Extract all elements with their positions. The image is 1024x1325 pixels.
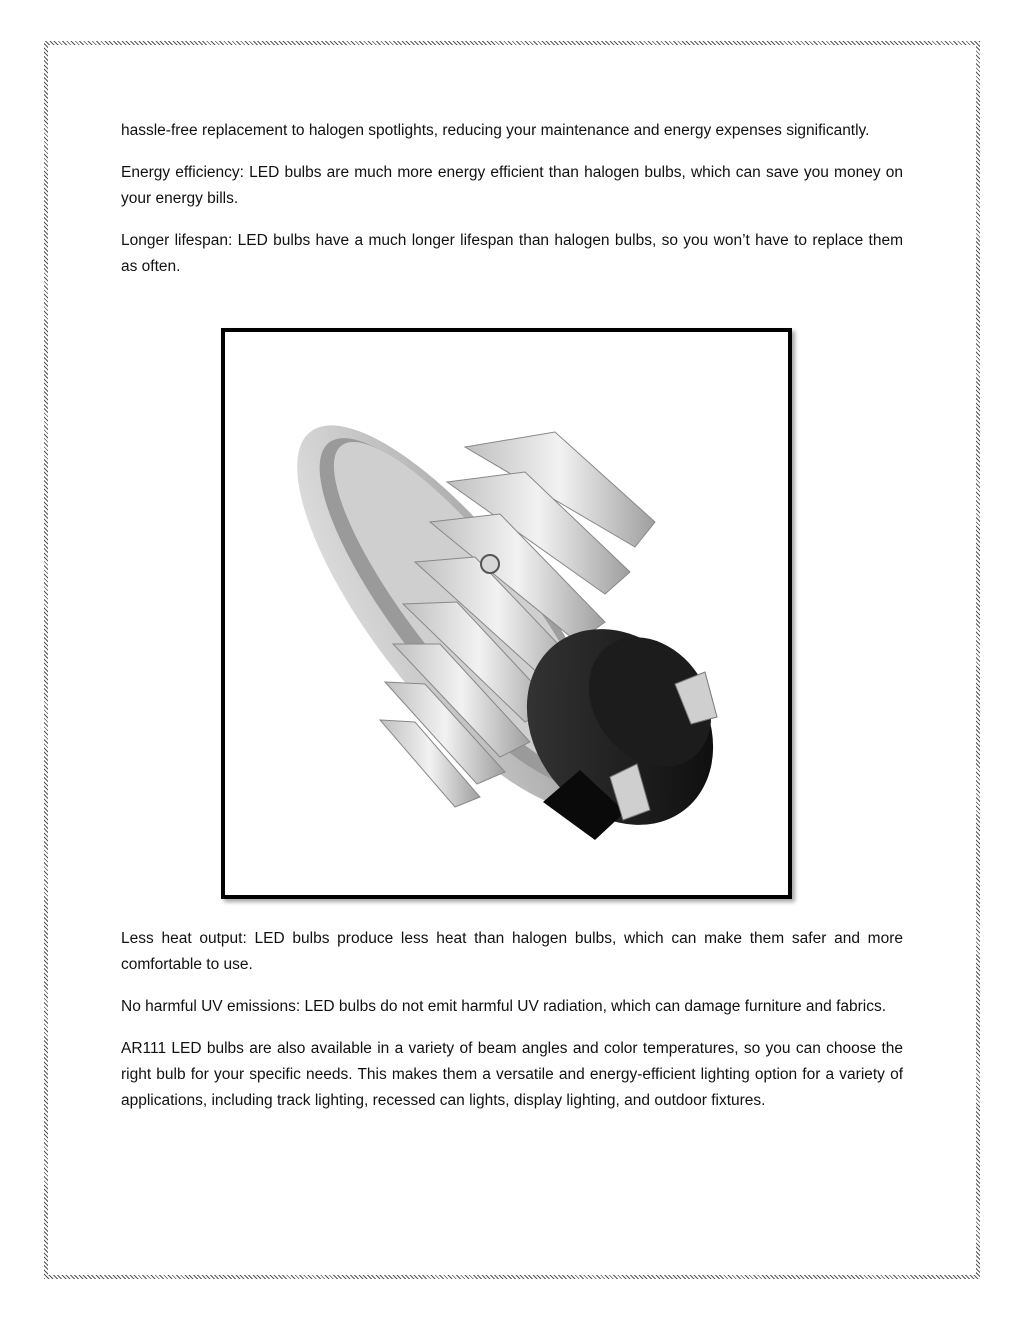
product-image-frame (221, 328, 792, 899)
paragraph-energy-efficiency: Energy efficiency: LED bulbs are much more energy efficient than halogen bulbs, which can save you money on your energy bills. (121, 164, 903, 207)
ar111-led-bulb-icon (225, 332, 788, 895)
paragraph-ar111-variety: AR111 LED bulbs are also available in a variety of beam angles and color temperatures, so you can choose the right bulb for your specific needs. This makes them a versatile and energy-efficient lighting option for a variety of applications, including track lighting, recessed can lights, display lighting, and outdoor fixtures. (121, 1040, 903, 1109)
text-block-bottom (121, 926, 903, 1130)
text-block-top (121, 118, 903, 296)
paragraph-less-heat: Less heat output: LED bulbs produce less heat than halogen bulbs, which can make them safer and more comfortable to use. (121, 930, 903, 973)
paragraph-longer-lifespan: Longer lifespan: LED bulbs have a much longer lifespan than halogen bulbs, so you won’t have to replace them as often. (121, 232, 903, 275)
paragraph-replacement: hassle-free replacement to halogen spotlights, reducing your maintenance and energy expenses significantly. (121, 122, 870, 139)
paragraph-no-uv: No harmful UV emissions: LED bulbs do not emit harmful UV radiation, which can damage furniture and fabrics. (121, 998, 887, 1015)
screw-icon (481, 555, 499, 573)
